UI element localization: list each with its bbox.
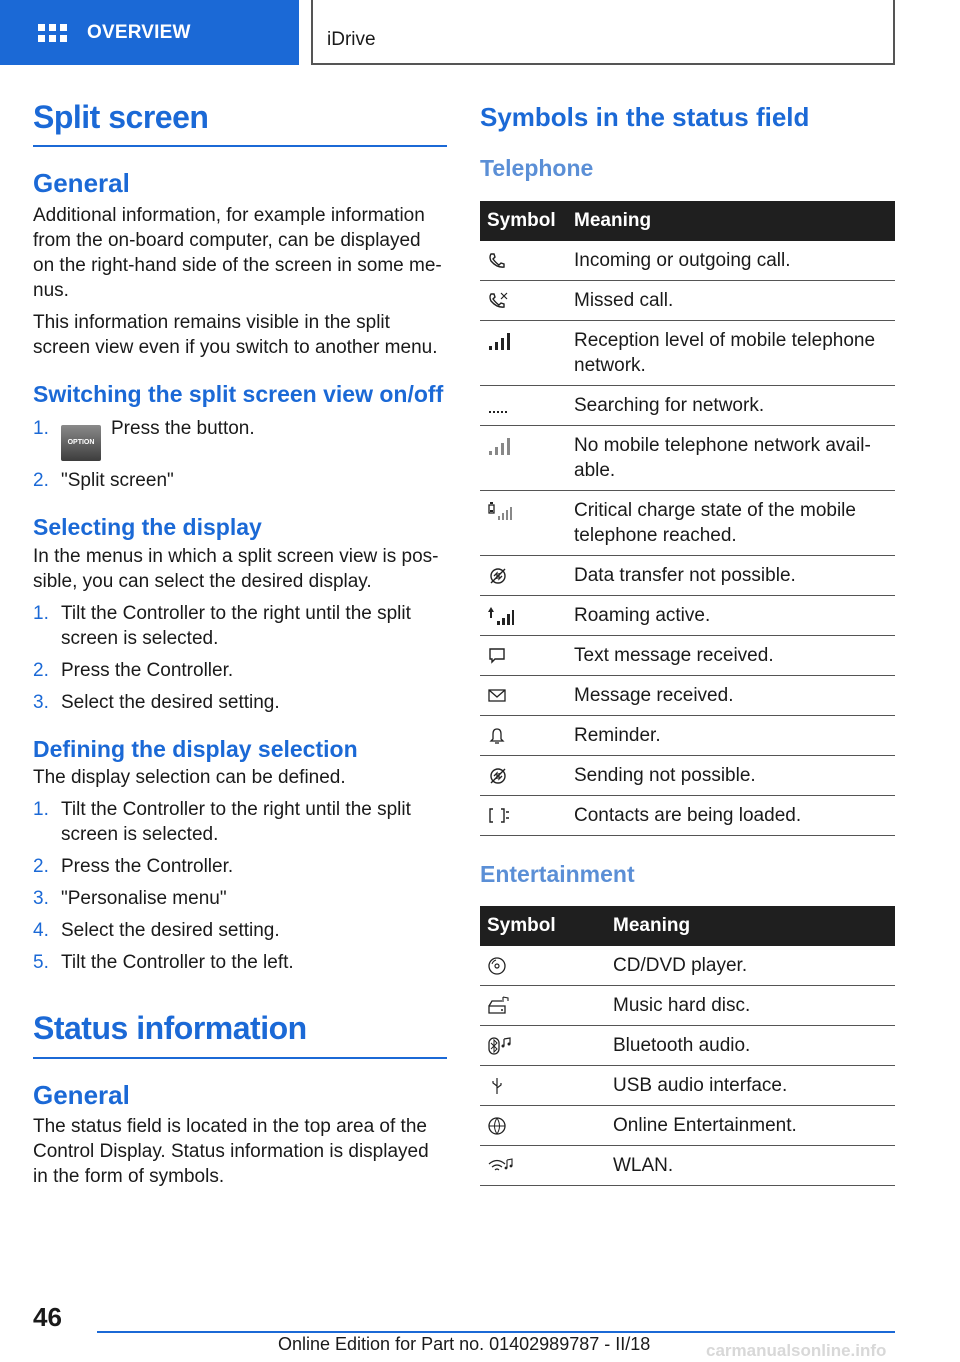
table-row: [480, 320, 895, 385]
list-item: [33, 601, 447, 651]
step-text: Tilt the Controller to the left.: [61, 952, 294, 974]
table-row: [480, 1106, 895, 1146]
table-row: [480, 490, 895, 555]
defining-heading: Defining the display selection: [33, 735, 358, 762]
cd-icon: [487, 956, 509, 976]
table-row: [480, 1026, 895, 1066]
table-row: [480, 595, 895, 635]
meaning-cell: Music hard disc.: [606, 986, 895, 1026]
step-number: 4.: [33, 920, 49, 942]
table-row: [480, 986, 895, 1026]
sending-failed-icon: [487, 766, 509, 786]
symbols-heading: Symbols in the status field: [480, 102, 810, 132]
meaning-cell: WLAN.: [606, 1146, 895, 1186]
bluetooth-audio-icon: [487, 1036, 513, 1056]
list-item: [33, 854, 447, 879]
symbol-column-header: Symbol: [480, 906, 606, 946]
switching-steps: [33, 416, 447, 493]
meaning-cell: Critical charge state of the mobile telephone reached.: [567, 490, 895, 555]
step-number: 2.: [33, 659, 49, 681]
list-item: [33, 416, 447, 461]
footer-divider: [97, 1331, 895, 1333]
meaning-cell: Data transfer not possible.: [567, 555, 895, 595]
table-row: [480, 241, 895, 281]
status-general-paragraph: The status field is located in the top area of the Control Display. Status information is displayed in the form of symbols.: [33, 1116, 429, 1188]
meaning-cell: CD/DVD player.: [606, 946, 895, 986]
meaning-cell: Bluetooth audio.: [606, 1026, 895, 1066]
list-item: [33, 918, 447, 943]
step-text: Select the desired setting.: [61, 920, 280, 942]
signal-bars-icon: [487, 331, 515, 351]
selecting-steps: [33, 601, 447, 715]
table-row: [480, 675, 895, 715]
status-general-heading: General: [33, 1079, 130, 1110]
searching-dots-icon: [487, 396, 511, 416]
step-number: 2.: [33, 856, 49, 878]
table-header-row: [480, 906, 895, 946]
list-item: [33, 797, 447, 847]
envelope-icon: [487, 686, 509, 706]
bell-icon: [487, 726, 509, 746]
option-button-icon: OPTION: [61, 425, 101, 461]
status-information-title: Status information: [33, 1011, 447, 1058]
wlan-icon: [487, 1156, 515, 1176]
step-number: 3.: [33, 888, 49, 910]
overview-tab-label: OVERVIEW: [87, 21, 191, 43]
no-signal-icon: [487, 436, 515, 456]
split-screen-title: Split screen: [33, 100, 447, 147]
general-heading: General: [33, 168, 130, 199]
meaning-column-header: Meaning: [606, 906, 895, 946]
meaning-cell: Searching for network.: [567, 385, 895, 425]
online-entertainment-icon: [487, 1116, 509, 1136]
hard-disc-icon: [487, 996, 511, 1016]
table-row: [480, 1066, 895, 1106]
meaning-cell: No mobile telephone network avail‐able.: [567, 425, 895, 490]
meaning-column-header: Meaning: [567, 201, 895, 241]
step-text: Select the desired setting.: [61, 691, 280, 713]
list-item: [33, 658, 447, 683]
meaning-cell: Text message received.: [567, 635, 895, 675]
text-message-icon: [487, 646, 509, 666]
no-data-icon: [487, 566, 509, 586]
edition-text: Online Edition for Part no. 01402989787 - II/18: [278, 1334, 651, 1354]
contacts-loading-icon: [487, 806, 511, 826]
step-text: Press the Controller.: [61, 659, 234, 681]
step-text: Tilt the Controller to the right until the split screen is selected.: [61, 602, 411, 649]
step-text: Tilt the Controller to the right until the split screen is selected.: [61, 799, 411, 846]
step-number: 3.: [33, 691, 49, 713]
right-column: [480, 100, 895, 1186]
table-row: [480, 1146, 895, 1186]
table-row: [480, 715, 895, 755]
watermark: carmanualsonline.info: [706, 1341, 887, 1360]
meaning-cell: Missed call.: [567, 280, 895, 320]
list-item: [33, 950, 447, 975]
defining-steps: [33, 797, 447, 975]
table-header-row: [480, 201, 895, 241]
step-text: "Split screen": [61, 469, 174, 491]
step-number: 2.: [33, 469, 49, 491]
table-row: [480, 795, 895, 835]
entertainment-symbols-table: [480, 906, 895, 1186]
table-row: [480, 555, 895, 595]
list-item: [33, 886, 447, 911]
table-row: [480, 946, 895, 986]
switching-heading: Switching the split screen view on/off: [33, 381, 444, 408]
meaning-cell: Message received.: [567, 675, 895, 715]
step-text: Press the Controller.: [61, 856, 234, 878]
missed-call-icon: [487, 291, 509, 311]
section-title: iDrive: [311, 0, 895, 65]
selecting-paragraph: In the menus in which a split screen view is pos‐sible, you can select the desired display.: [33, 545, 439, 592]
table-row: [480, 425, 895, 490]
overview-tab[interactable]: [0, 0, 299, 65]
usb-icon: [487, 1076, 507, 1096]
meaning-cell: Contacts are being loaded.: [567, 795, 895, 835]
general-paragraph-2: This information remains visible in the split screen view even if you switch to another menu.: [33, 312, 438, 359]
telephone-symbols-table: [480, 201, 895, 836]
page-number: 46: [33, 1302, 62, 1332]
table-row: [480, 385, 895, 425]
step-number: 1.: [33, 417, 49, 439]
defining-paragraph: The display selection can be defined.: [33, 767, 346, 789]
meaning-cell: Incoming or outgoing call.: [567, 241, 895, 281]
battery-critical-icon: [487, 501, 515, 521]
phone-icon: [487, 251, 507, 271]
table-row: [480, 755, 895, 795]
list-item: [33, 468, 447, 493]
step-text: Press the button.: [111, 417, 255, 439]
left-column: [33, 100, 447, 1189]
selecting-heading: Selecting the display: [33, 513, 262, 540]
table-row: [480, 280, 895, 320]
meaning-cell: Online Entertainment.: [606, 1106, 895, 1146]
list-item: [33, 690, 447, 715]
step-text: "Personalise menu": [61, 888, 227, 910]
entertainment-heading: Entertainment: [480, 860, 635, 887]
step-number: 1.: [33, 799, 49, 821]
symbol-column-header: Symbol: [480, 201, 567, 241]
telephone-heading: Telephone: [480, 154, 594, 181]
table-row: [480, 635, 895, 675]
meaning-cell: USB audio interface.: [606, 1066, 895, 1106]
general-paragraph-1: Additional information, for example information from the on-board computer, can be displayed on the right-hand side of the screen in some me‐nus.: [33, 205, 442, 302]
meaning-cell: Reception level of mobile telephone network.: [567, 320, 895, 385]
meaning-cell: Roaming active.: [567, 595, 895, 635]
step-number: 1.: [33, 602, 49, 624]
grid-icon: [38, 24, 67, 42]
meaning-cell: Sending not possible.: [567, 755, 895, 795]
meaning-cell: Reminder.: [567, 715, 895, 755]
step-number: 5.: [33, 952, 49, 974]
roaming-icon: [487, 606, 515, 626]
